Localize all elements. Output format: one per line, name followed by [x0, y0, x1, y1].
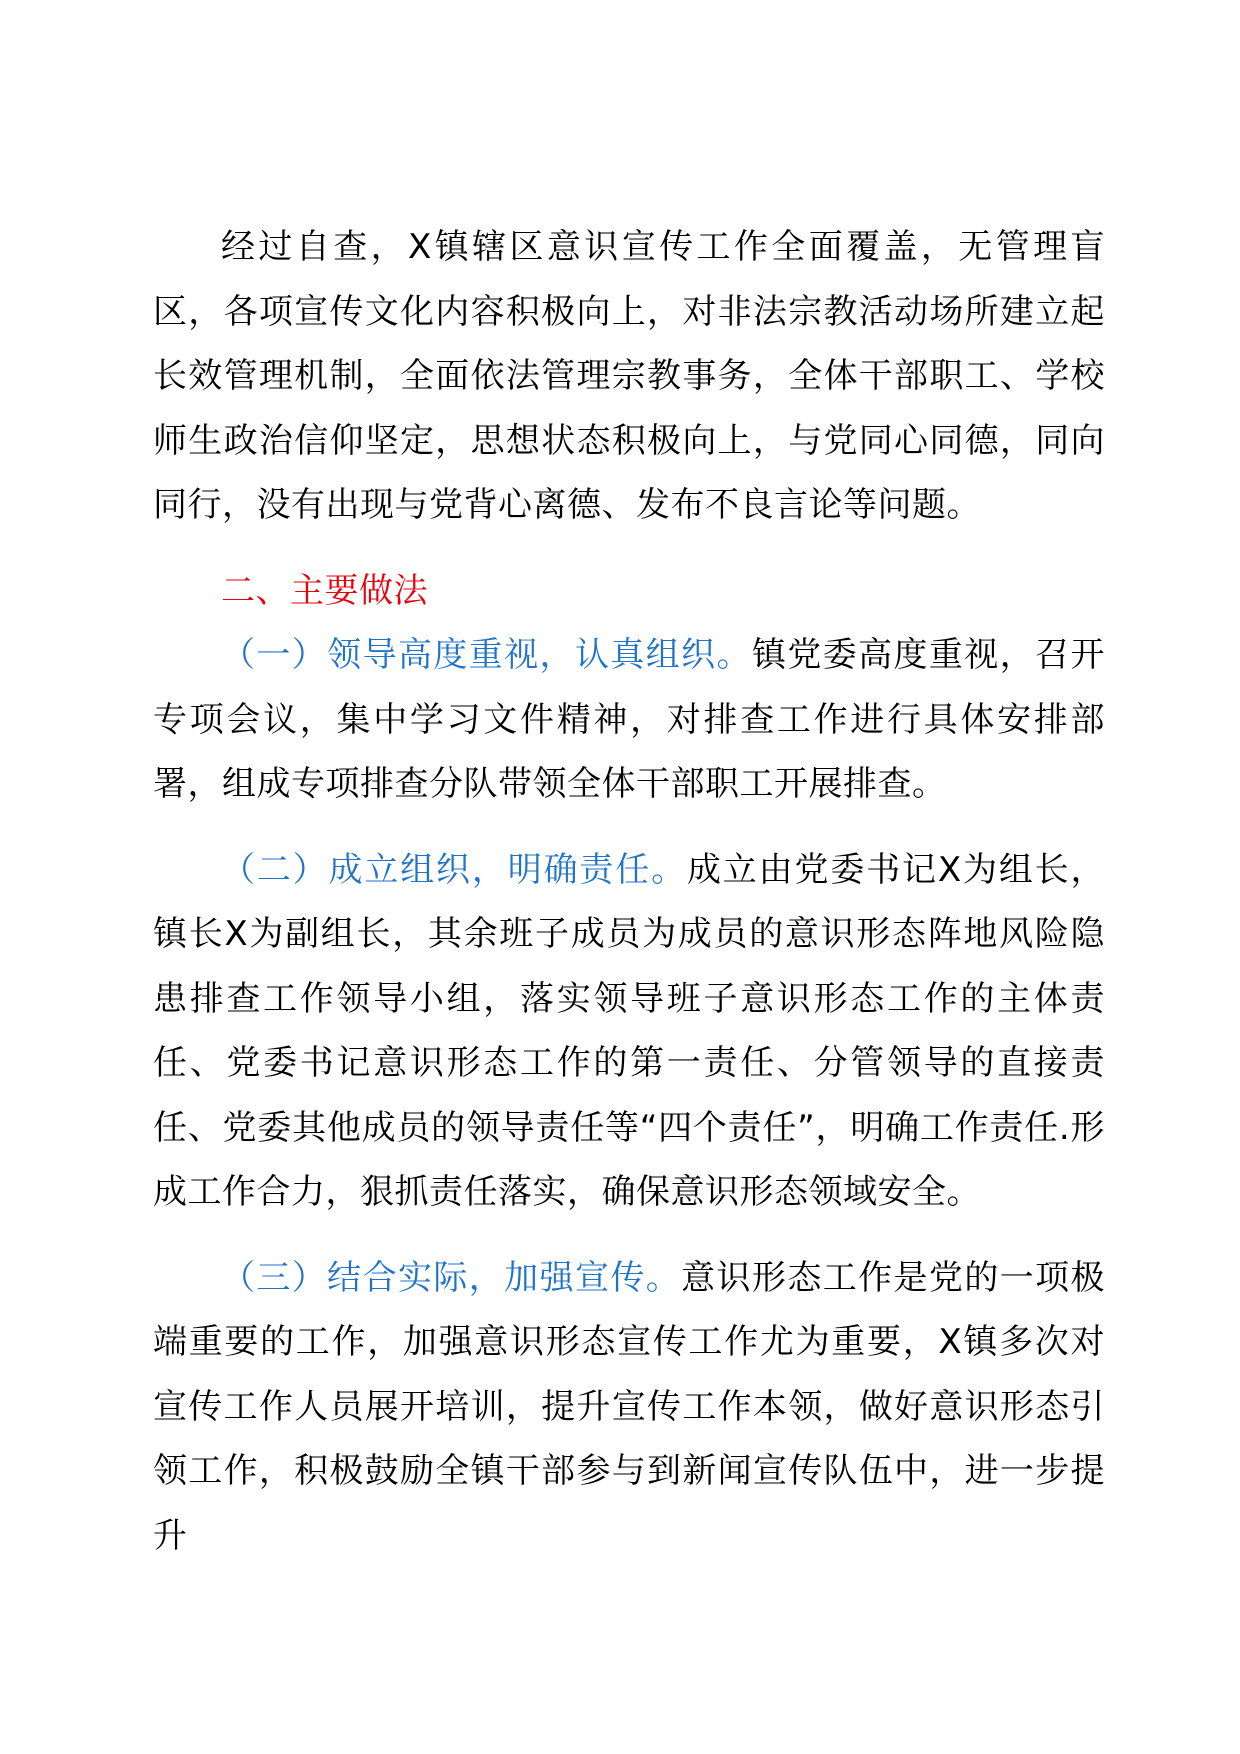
- section-3-lead: （三）结合实际，加强宣传。: [221, 1257, 682, 1298]
- paragraph-summary: [153, 215, 1105, 538]
- paragraph-section-1: [153, 623, 1105, 817]
- section-3-body: 意识形态工作是党的一项极端重要的工作，加强意识形态宣传工作尤为重要，X镇多次对宣传工作人员展开培训，提升宣传工作本领，做好意识形态引领工作，积极鼓励全镇干部参与到新闻宣传队伍中，进一步提升: [153, 1257, 1106, 1556]
- section-2-body: 成立由党委书记X为组长，镇长X为副组长，其余班子成员为成员的意识形态阵地风险隐患排查工作领导小组，落实领导班子意识形态工作的主体责任、党委书记意识形态工作的第一责任、分管领导的直接责任、党委其他成员的领导责任等“四个责任”，明确工作责任.形成工作合力，狠抓责任落实，确保意识形态领域安全。: [153, 849, 1106, 1212]
- paragraph-section-2: [153, 838, 1105, 1225]
- section-heading: [153, 559, 1105, 624]
- section-1-lead: （一）领导高度重视，认真组织。: [221, 635, 752, 675]
- paragraph-section-3: [153, 1246, 1105, 1569]
- section-heading-text: 二、主要做法: [221, 570, 428, 611]
- section-2-lead: （二）成立组织，明确责任。: [221, 849, 687, 890]
- paragraph-summary-text: 经过自查，X镇辖区意识宣传工作全面覆盖，无管理盲区，各项宣传文化内容积极向上，对非法宗教活动场所建立起长效管理机制，全面依法管理宗教事务，全体干部职工、学校师生政治信仰坚定，思想状态积极向上，与党同心同德，同向同行，没有出现与党背心离德、发布不良言论等问题。: [153, 227, 1105, 525]
- section-1-body: 镇党委高度重视，召开专项会议，集中学习文件精神，对排查工作进行具体安排部署，组成专项排查分队带领全体干部职工开展排查。: [153, 635, 1105, 804]
- document-body: [153, 215, 1105, 1568]
